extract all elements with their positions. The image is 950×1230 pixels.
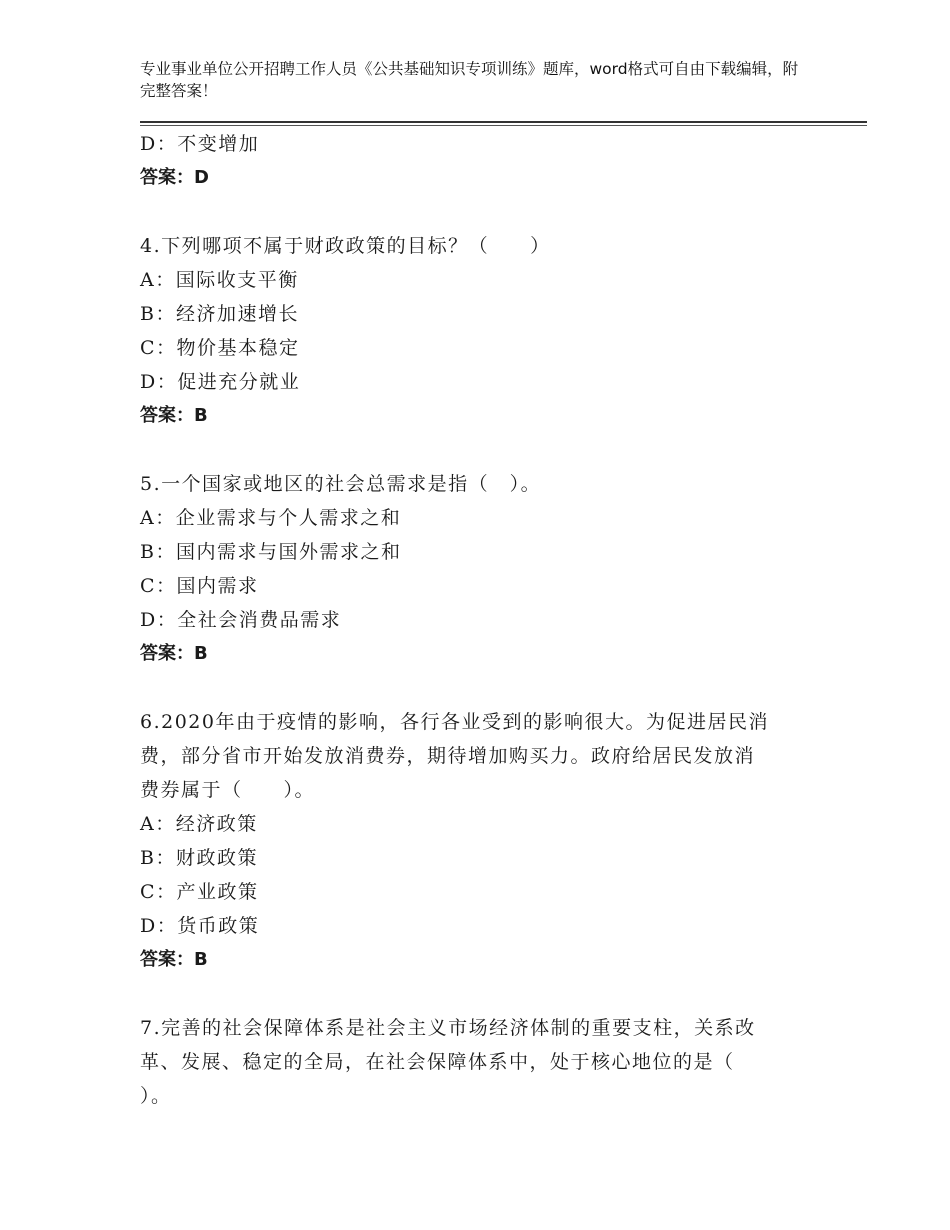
question-stem-line: 革、发展、稳定的全局，在社会保障体系中，处于核心地位的是（ <box>140 1051 735 1073</box>
question-stem-line: 6.2020年由于疫情的影响，各行各业受到的影响很大。为促进居民消 <box>140 711 769 733</box>
question-6 <box>140 705 810 977</box>
question-stem-line: 7.完善的社会保障体系是社会主义市场经济体制的重要支柱，关系改 <box>140 1017 756 1039</box>
question-7 <box>140 1011 810 1113</box>
spacer <box>140 977 810 1011</box>
answer: 答案：D <box>140 167 209 188</box>
spacer <box>140 671 810 705</box>
option-a: A：国际收支平衡 <box>140 269 299 291</box>
document-body <box>140 127 810 1113</box>
option-b: B：经济加速增长 <box>140 303 299 325</box>
option-d: D：全社会消费品需求 <box>140 609 342 631</box>
option-a: A：企业需求与个人需求之和 <box>140 507 402 529</box>
answer: 答案：B <box>140 949 208 970</box>
question-4 <box>140 229 810 433</box>
option-c: C：物价基本稳定 <box>140 337 300 359</box>
option-b: B：财政政策 <box>140 847 258 869</box>
header-divider-thick <box>140 121 867 123</box>
question-5 <box>140 467 810 671</box>
question-stem-line: ）。 <box>140 1085 172 1107</box>
question-stem: 4.下列哪项不属于财政政策的目标？（ ） <box>140 235 551 257</box>
option-c: C：国内需求 <box>140 575 259 597</box>
header-divider-thin <box>140 125 867 126</box>
option-c: C：产业政策 <box>140 881 259 903</box>
page-header: 专业事业单位公开招聘工作人员《公共基础知识专项训练》题库，word格式可自由下载编辑，附完整答案！ <box>140 60 799 100</box>
option-d: D：促进充分就业 <box>140 371 301 393</box>
spacer <box>140 195 810 229</box>
option-a: A：经济政策 <box>140 813 258 835</box>
spacer <box>140 433 810 467</box>
option-b: B：国内需求与国外需求之和 <box>140 541 402 563</box>
answer: 答案：B <box>140 643 208 664</box>
question-stem-line: 费券属于（ ）。 <box>140 779 316 801</box>
question-stem: 5.一个国家或地区的社会总需求是指（ ）。 <box>140 473 542 495</box>
answer: 答案：B <box>140 405 208 426</box>
option-d: D：货币政策 <box>140 915 260 937</box>
question-stem-line: 费，部分省市开始发放消费券，期待增加购买力。政府给居民发放消 <box>140 745 756 767</box>
option-d: D：不变增加 <box>140 133 260 155</box>
